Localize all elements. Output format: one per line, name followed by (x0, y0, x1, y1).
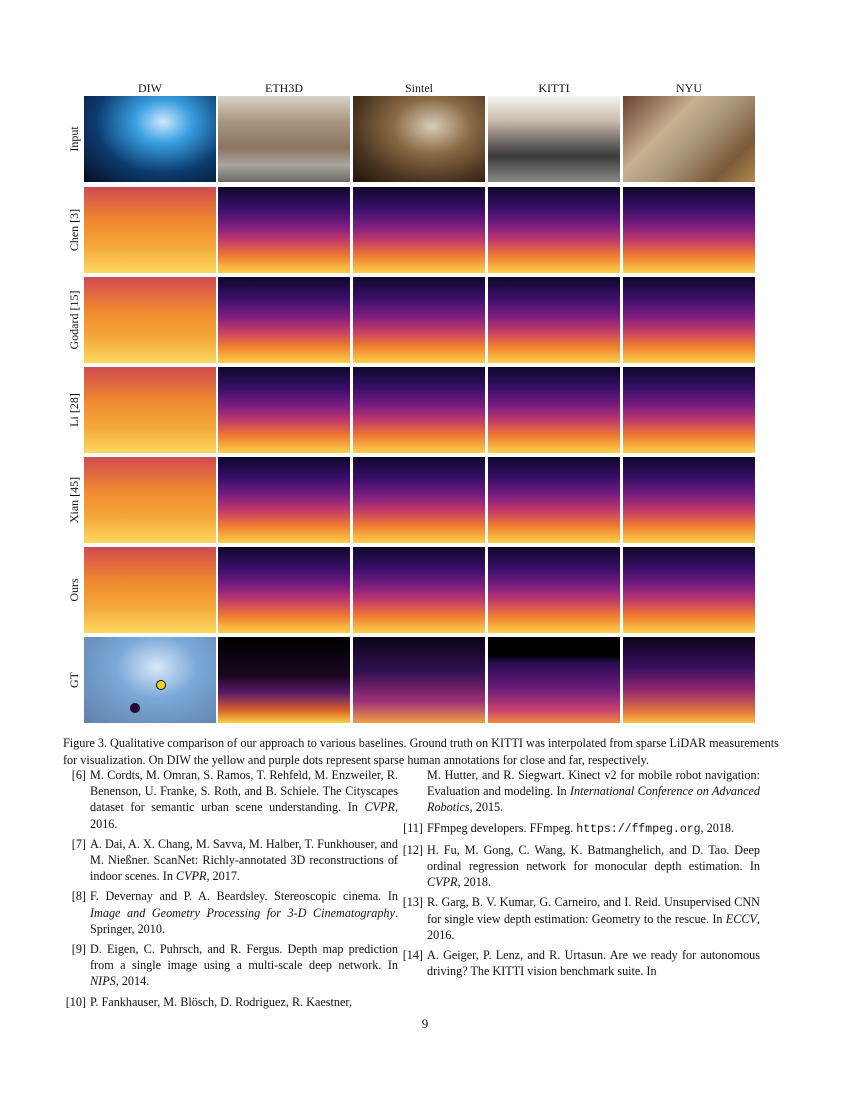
figure-cell-li-28-nyu (623, 367, 755, 453)
references-left-column (60, 767, 398, 1014)
row-label: Ours (67, 578, 81, 602)
reference-text: A. Dai, A. X. Chang, M. Savva, M. Halber, T. Funkhouser, and M. Nießner. ScanNet: Richly-annotated 3D reconstructions of indoor scenes. In (90, 836, 398, 884)
reference-item (397, 820, 760, 838)
reference-item (60, 836, 398, 885)
row-label: GT (67, 672, 81, 688)
row-label: Godard [15] (67, 290, 81, 350)
figure-cell-ours-kitti (488, 547, 620, 633)
figure-cell-chen-3-diw (84, 187, 216, 273)
reference-venue: ECCV (725, 911, 757, 926)
reference-number: [10] (65, 994, 86, 1009)
figure-cell-godard-15-nyu (623, 277, 755, 363)
reference-text: H. Fu, M. Gong, C. Wang, K. Batmanghelich, and D. Tao. Deep ordinal regression network for monocular depth estimation. In (427, 842, 760, 874)
figure-cell-xian-45-eth3d (218, 457, 350, 543)
figure-cell-chen-3-kitti (488, 187, 620, 273)
reference-number: [8] (71, 889, 86, 904)
figure-cell-ours-sintel (353, 547, 485, 633)
row-label: Chen [3] (67, 208, 81, 252)
row-label: Xian [45] (67, 476, 81, 524)
column-header: Sintel (404, 81, 433, 95)
annotation-dot (130, 703, 140, 713)
reference-text: D. Eigen, C. Puhrsch, and R. Fergus. Depth map prediction from a single image using a multi-scale deep network. In (90, 942, 398, 973)
reference-item (397, 842, 760, 891)
figure-cell-xian-45-nyu (623, 457, 755, 543)
reference-venue: NIPS (90, 974, 116, 989)
figure-cell-gt-sintel (353, 637, 485, 723)
reference-venue: Image and Geometry Processing for 3-D Cinematography (90, 905, 395, 920)
reference-text: R. Garg, B. V. Kumar, G. Carneiro, and I. Reid. Unsupervised CNN for single view depth estimation: Geometry to the rescue. In (427, 895, 760, 926)
reference-venue: CVPR (427, 875, 458, 890)
page-number: 9 (421, 1016, 429, 1031)
figure-cell-li-28-kitti (488, 367, 620, 453)
figure-cell-input-nyu (623, 96, 755, 182)
reference-venue: CVPR (364, 800, 395, 815)
annotation-dot (156, 680, 166, 690)
reference-number: [11] (403, 820, 423, 835)
reference-text-end: , 2017. (206, 869, 240, 884)
reference-item (60, 888, 398, 937)
figure-cell-chen-3-eth3d (218, 187, 350, 273)
figure-cell-input-kitti (488, 96, 620, 182)
reference-text-end: , 2018. (457, 875, 491, 890)
reference-text: A. Geiger, P. Lenz, and R. Urtasun. Are we ready for autonomous driving? The KITTI vision benchmark suite. In (427, 948, 760, 979)
figure-cell-input-diw (84, 96, 216, 182)
figure-cell-gt-eth3d (218, 637, 350, 723)
figure-cell-gt-nyu (623, 637, 755, 723)
figure-cell-xian-45-diw (84, 457, 216, 543)
reference-item (60, 941, 398, 990)
figure-cell-xian-45-sintel (353, 457, 485, 543)
reference-10-continuation: M. Hutter, and R. Siegwart. Kinect v2 for mobile robot navigation: Evaluation and modeling. In International Conference on Advanced Robotics, 2015. (427, 768, 760, 815)
reference-text-end: . Springer, 2010. (90, 905, 398, 936)
reference-text: M. Cordts, M. Omran, S. Ramos, T. Rehfeld, M. Enzweiler, R. Benenson, U. Franke, S. Roth, and B. Schiele. The Cityscapes dataset for semantic urban scene understanding. In (90, 768, 398, 815)
reference-item (397, 894, 760, 943)
reference-text-end: , 2014. (115, 974, 150, 989)
figure-cell-ours-nyu (623, 547, 755, 633)
reference-text-end: , 2016. (427, 911, 760, 942)
reference-number: [13] (402, 895, 423, 910)
figure-cell-li-28-diw (84, 367, 216, 453)
figure-cell-godard-15-sintel (353, 277, 485, 363)
figure-cell-li-28-eth3d (218, 367, 350, 453)
reference-text: P. Fankhauser, M. Blösch, D. Rodriguez, R. Kaestner, (90, 994, 353, 1009)
figure-cell-chen-3-nyu (623, 187, 755, 273)
column-header: DIW (138, 81, 162, 95)
row-label: Input (67, 126, 81, 152)
figure-cell-xian-45-kitti (488, 457, 620, 543)
reference-url[interactable]: https://ffmpeg.org (576, 822, 701, 836)
reference-item (397, 947, 760, 979)
figure-cell-godard-15-eth3d (218, 277, 350, 363)
reference-item (60, 767, 398, 832)
figure-caption: Figure 3. Qualitative comparison of our approach to various baselines. Ground truth on KITTI was interpolated from sparse LiDAR measurements for visualization. On DIW the yellow and purple dots represent sparse human annotations for close and far, respectively. (63, 736, 779, 767)
reference-venue: CVPR (175, 869, 207, 884)
reference-text: F. Devernay and P. A. Beardsley. Stereoscopic cinema. In (90, 889, 398, 904)
figure-cell-ours-diw (84, 547, 216, 633)
reference-text-end: , 2018. (700, 820, 735, 835)
figure-cell-li-28-sintel (353, 367, 485, 453)
reference-number: [9] (71, 942, 86, 957)
figure-cell-ours-eth3d (218, 547, 350, 633)
reference-number: [12] (402, 842, 423, 857)
figure-cell-input-sintel (353, 96, 485, 182)
column-header: KITTI (538, 81, 570, 95)
reference-text: FFmpeg developers. FFmpeg. (427, 820, 577, 835)
figure-cell-godard-15-diw (84, 277, 216, 363)
references-right-column (397, 767, 760, 983)
reference-number: [6] (71, 768, 86, 782)
figure-cell-chen-3-sintel (353, 187, 485, 273)
figure-cell-gt-kitti (488, 637, 620, 723)
figure-cell-godard-15-kitti (488, 277, 620, 363)
figure-cell-gt-diw (84, 637, 216, 723)
reference-number: [14] (402, 948, 423, 963)
figure-cell-input-eth3d (218, 96, 350, 182)
reference-text-end: , 2016. (90, 800, 398, 831)
reference-number: [7] (71, 836, 86, 851)
row-label: Li [28] (67, 393, 81, 427)
column-header: NYU (676, 81, 702, 95)
column-header: ETH3D (265, 81, 303, 95)
reference-item (60, 994, 398, 1010)
